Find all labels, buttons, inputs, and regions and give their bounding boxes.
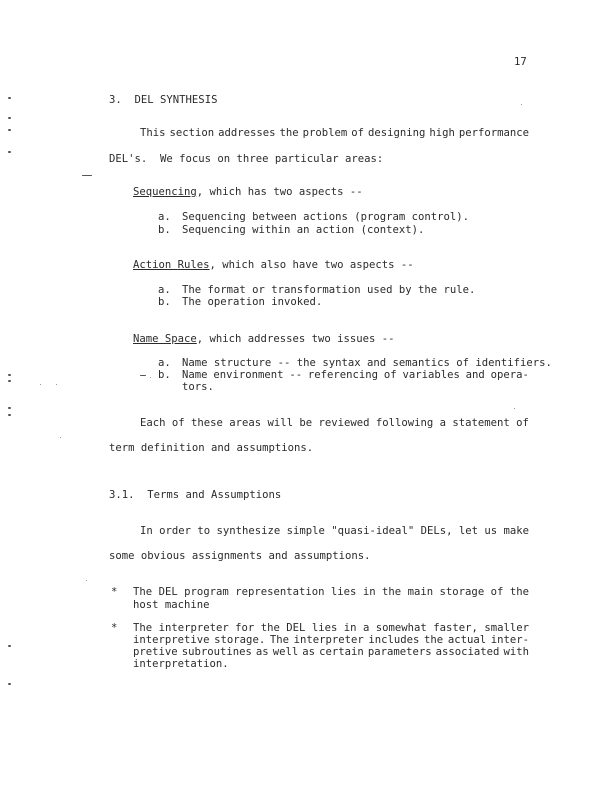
word: in xyxy=(362,586,376,598)
scan-mark xyxy=(8,645,11,647)
scan-mark xyxy=(8,374,11,376)
word: us xyxy=(484,525,498,537)
area-action-rules-name: Rules xyxy=(177,259,210,271)
word: interpreter xyxy=(158,622,229,634)
word: designing xyxy=(367,127,426,139)
word: order xyxy=(159,525,192,537)
scan-mark xyxy=(8,151,11,153)
scan-mark xyxy=(8,414,11,416)
scan-speck xyxy=(60,437,61,438)
synth-line-2: some obvious assignments and assumptions. xyxy=(109,550,371,562)
word: opera- xyxy=(490,369,529,381)
word: interpreter xyxy=(293,634,364,646)
scan-mark xyxy=(8,117,11,119)
word: following xyxy=(375,417,434,429)
word: The xyxy=(133,586,153,598)
section-number: 3. xyxy=(109,94,122,106)
word: inter- xyxy=(490,634,529,646)
scan-speck xyxy=(150,377,151,378)
word: Name xyxy=(182,369,208,381)
word: storage xyxy=(439,586,485,598)
word: lies xyxy=(311,622,338,634)
scan-mark xyxy=(82,175,92,176)
word: the xyxy=(279,127,299,139)
word: faster, xyxy=(433,622,478,634)
scan-mark xyxy=(8,97,11,99)
scan-mark xyxy=(8,683,11,685)
word: with xyxy=(503,646,529,658)
list-item-label: a. xyxy=(158,211,171,223)
bullet-star: * xyxy=(111,586,118,598)
area-action-rules-desc: , which also have two aspects -- xyxy=(209,259,414,271)
area-name-space-desc: , which addresses two issues -- xyxy=(196,333,395,345)
list-item-text-justified xyxy=(182,370,529,381)
bullet-2-line-2 xyxy=(133,635,529,646)
word: make xyxy=(503,525,529,537)
word: simple xyxy=(286,525,325,537)
scan-speck xyxy=(56,384,57,385)
word: environment xyxy=(213,369,284,381)
list-item-text: Sequencing within an action (context). xyxy=(182,224,425,236)
word: in xyxy=(343,622,357,634)
area-sequencing-name: Sequencing xyxy=(133,186,197,198)
bullet-star: * xyxy=(111,622,118,634)
word: of xyxy=(490,586,504,598)
review-line-1 xyxy=(140,418,529,429)
word: the xyxy=(509,586,529,598)
word: DEL xyxy=(286,622,306,634)
subsection-heading xyxy=(109,490,281,501)
intro-line-2: DEL's. We focus on three particular areas: xyxy=(109,153,384,165)
word: somewhat xyxy=(375,622,427,634)
list-item-label: a. xyxy=(158,357,171,369)
page-number: 17 xyxy=(514,56,527,68)
word: the xyxy=(382,586,402,598)
word: Each xyxy=(140,417,166,429)
word: main xyxy=(407,586,434,598)
word: -- xyxy=(289,369,303,381)
word: variables xyxy=(402,369,460,381)
subsection-title: Terms and Assumptions xyxy=(147,489,282,501)
word: a xyxy=(439,417,447,429)
list-item-label: b. xyxy=(158,369,171,381)
word: will xyxy=(267,417,294,429)
word: of xyxy=(383,369,397,381)
word: addresses xyxy=(218,127,276,139)
area-action-prefix: Action xyxy=(133,259,178,271)
word: as xyxy=(255,646,269,658)
word: well xyxy=(272,646,299,658)
list-item-text: The operation invoked. xyxy=(182,296,323,308)
word: statement xyxy=(452,417,510,429)
bullet-2-line-3 xyxy=(133,647,529,658)
word: "quasi-ideal" xyxy=(331,525,415,537)
bullet-1-line-2: host machine xyxy=(133,599,210,611)
word: of xyxy=(351,127,364,139)
area-sequencing-heading xyxy=(133,187,363,198)
intro-line-1 xyxy=(140,128,529,139)
word: of xyxy=(171,417,185,429)
word: actual xyxy=(447,634,487,646)
scan-mark xyxy=(140,375,146,376)
list-item-label: a. xyxy=(158,284,171,296)
word: In xyxy=(140,525,153,537)
scan-speck xyxy=(40,384,41,385)
scan-mark xyxy=(8,380,11,382)
word: parameters xyxy=(367,646,432,658)
word: certain xyxy=(319,646,364,658)
section-title: DEL SYNTHESIS xyxy=(134,94,218,106)
list-item-label: b. xyxy=(158,296,171,308)
scan-speck xyxy=(514,408,515,409)
word: subroutines xyxy=(181,646,252,658)
list-item-label: b. xyxy=(158,224,171,236)
bullet-2-line-1 xyxy=(133,623,529,634)
bullet-2-line-4: interpretation. xyxy=(133,658,229,670)
word: representation xyxy=(235,586,325,598)
scan-speck xyxy=(521,104,522,105)
word: to xyxy=(197,525,211,537)
area-name-space-heading xyxy=(133,334,395,345)
word: The xyxy=(133,622,153,634)
word: DEL xyxy=(158,586,178,598)
word: smaller xyxy=(484,622,529,634)
word: the xyxy=(424,634,444,646)
word: storage. xyxy=(214,634,266,646)
word: performance xyxy=(458,127,529,139)
synth-line-1 xyxy=(140,526,529,537)
word: reviewed xyxy=(318,417,370,429)
scan-mark xyxy=(8,407,11,409)
scan-speck xyxy=(86,580,87,581)
word: a xyxy=(362,622,370,634)
area-name-space-name: Name Space xyxy=(133,333,197,345)
word: as xyxy=(302,646,316,658)
area-action-rules-heading xyxy=(133,260,414,271)
word: synthesize xyxy=(216,525,281,537)
list-item-text: Name structure -- the syntax and semantics of identifiers. xyxy=(182,357,552,369)
word: referencing xyxy=(307,369,379,381)
area-sequencing-desc: , which has two aspects -- xyxy=(196,186,363,198)
word: the xyxy=(260,622,280,634)
word: be xyxy=(299,417,313,429)
subsection-number: 3.1. xyxy=(109,489,135,501)
word: problem xyxy=(302,127,348,139)
word: let xyxy=(458,525,478,537)
word: areas xyxy=(229,417,262,429)
review-line-2: term definition and assumptions. xyxy=(109,442,314,454)
word: interpretive xyxy=(133,634,210,646)
list-item-text: The format or transformation used by the rule. xyxy=(182,284,476,296)
word: DELs, xyxy=(420,525,453,537)
list-item-continuation: tors. xyxy=(182,381,214,393)
word: high xyxy=(429,127,455,139)
scan-mark xyxy=(8,129,11,131)
word: lies xyxy=(330,586,357,598)
word: of xyxy=(516,417,529,429)
section-heading xyxy=(109,95,217,106)
word: and xyxy=(465,369,485,381)
bullet-1-line-1 xyxy=(133,587,529,598)
word: these xyxy=(191,417,223,429)
word: This xyxy=(140,127,166,139)
word: for xyxy=(235,622,255,634)
word: associated xyxy=(435,646,500,658)
word: pretive xyxy=(133,646,178,658)
word: program xyxy=(184,586,229,598)
word: The xyxy=(269,634,289,646)
word: includes xyxy=(368,634,420,646)
list-item-text: Sequencing between actions (program control). xyxy=(182,211,470,223)
word: section xyxy=(169,127,215,139)
